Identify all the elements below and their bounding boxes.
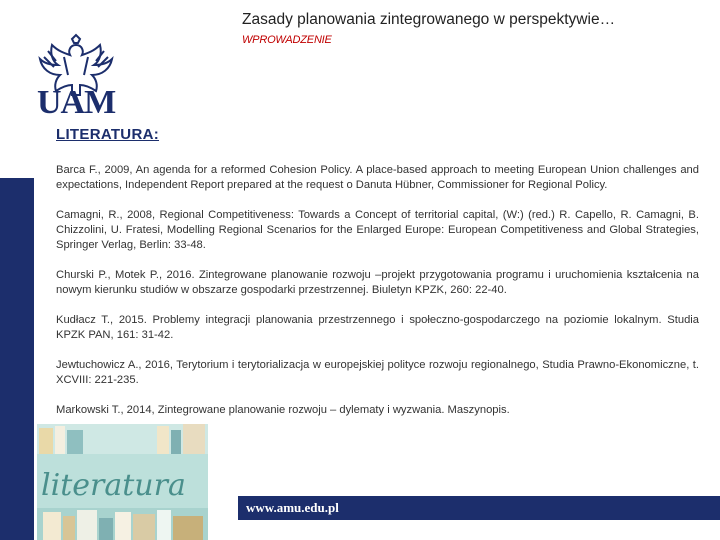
footer-bar (238, 496, 720, 520)
reference-item: Camagni, R., 2008, Regional Competitiveness: Towards a Concept of territorial capital, (W:) (red.) R. Capello, R. Camagni, B. Chizzolini, U. Fratesi, Modelling Regional Scenarios for the Enlarged Europe: European Competitiveness and Global Strategies, Springer Verlag, Berlin: 33-48. (56, 209, 699, 251)
literature-photo (37, 424, 208, 540)
reference-item: Kudłacz T., 2015. Problemy integracji planowania przestrzennego i społeczno-gospodarczego na poziomie lokalnym. Studia KPZK PAN, 161: 31-42. (56, 314, 699, 341)
reference-item: Markowski T., 2014, Zintegrowane planowanie rozwoju – dylematy i wyzwania. Maszynopis. (56, 404, 510, 416)
section-heading: LITERATURA: (56, 126, 160, 143)
side-accent-bar (0, 178, 34, 540)
slide-title: Zasady planowania zintegrowanego w perspektywie… (242, 11, 616, 28)
reference-item: Barca F., 2009, An agenda for a reformed Cohesion Policy. A place-based approach to meeting European Union challenges and expectations, Independent Report prepared at the request o Danuta Hübner, Commissioner for Regional Policy. (56, 164, 699, 191)
reference-item: Churski P., Motek P., 2016. Zintegrowane planowanie rozwoju –projekt przygotowania programu i uruchomienia kształcenia na nowym kierunku studiów w obszarze gospodarki przestrzennej. Biuletyn KPZK, 260: 22-40. (56, 269, 699, 296)
photo-caption-word: literatura (41, 468, 186, 503)
reference-list (56, 163, 699, 418)
reference-item: Jewtuchowicz A., 2016, Terytorium i terytorializacja w europejskiej polityce rozwoju regionalnego, Studia Prawno-Ekonomiczne, t. XCVIII: 221-235. (56, 359, 699, 386)
footer-url-link[interactable]: www.amu.edu.pl (246, 500, 339, 515)
logo-text: UAM (37, 84, 116, 121)
slide-subtitle: WPROWADZENIE (242, 34, 332, 46)
